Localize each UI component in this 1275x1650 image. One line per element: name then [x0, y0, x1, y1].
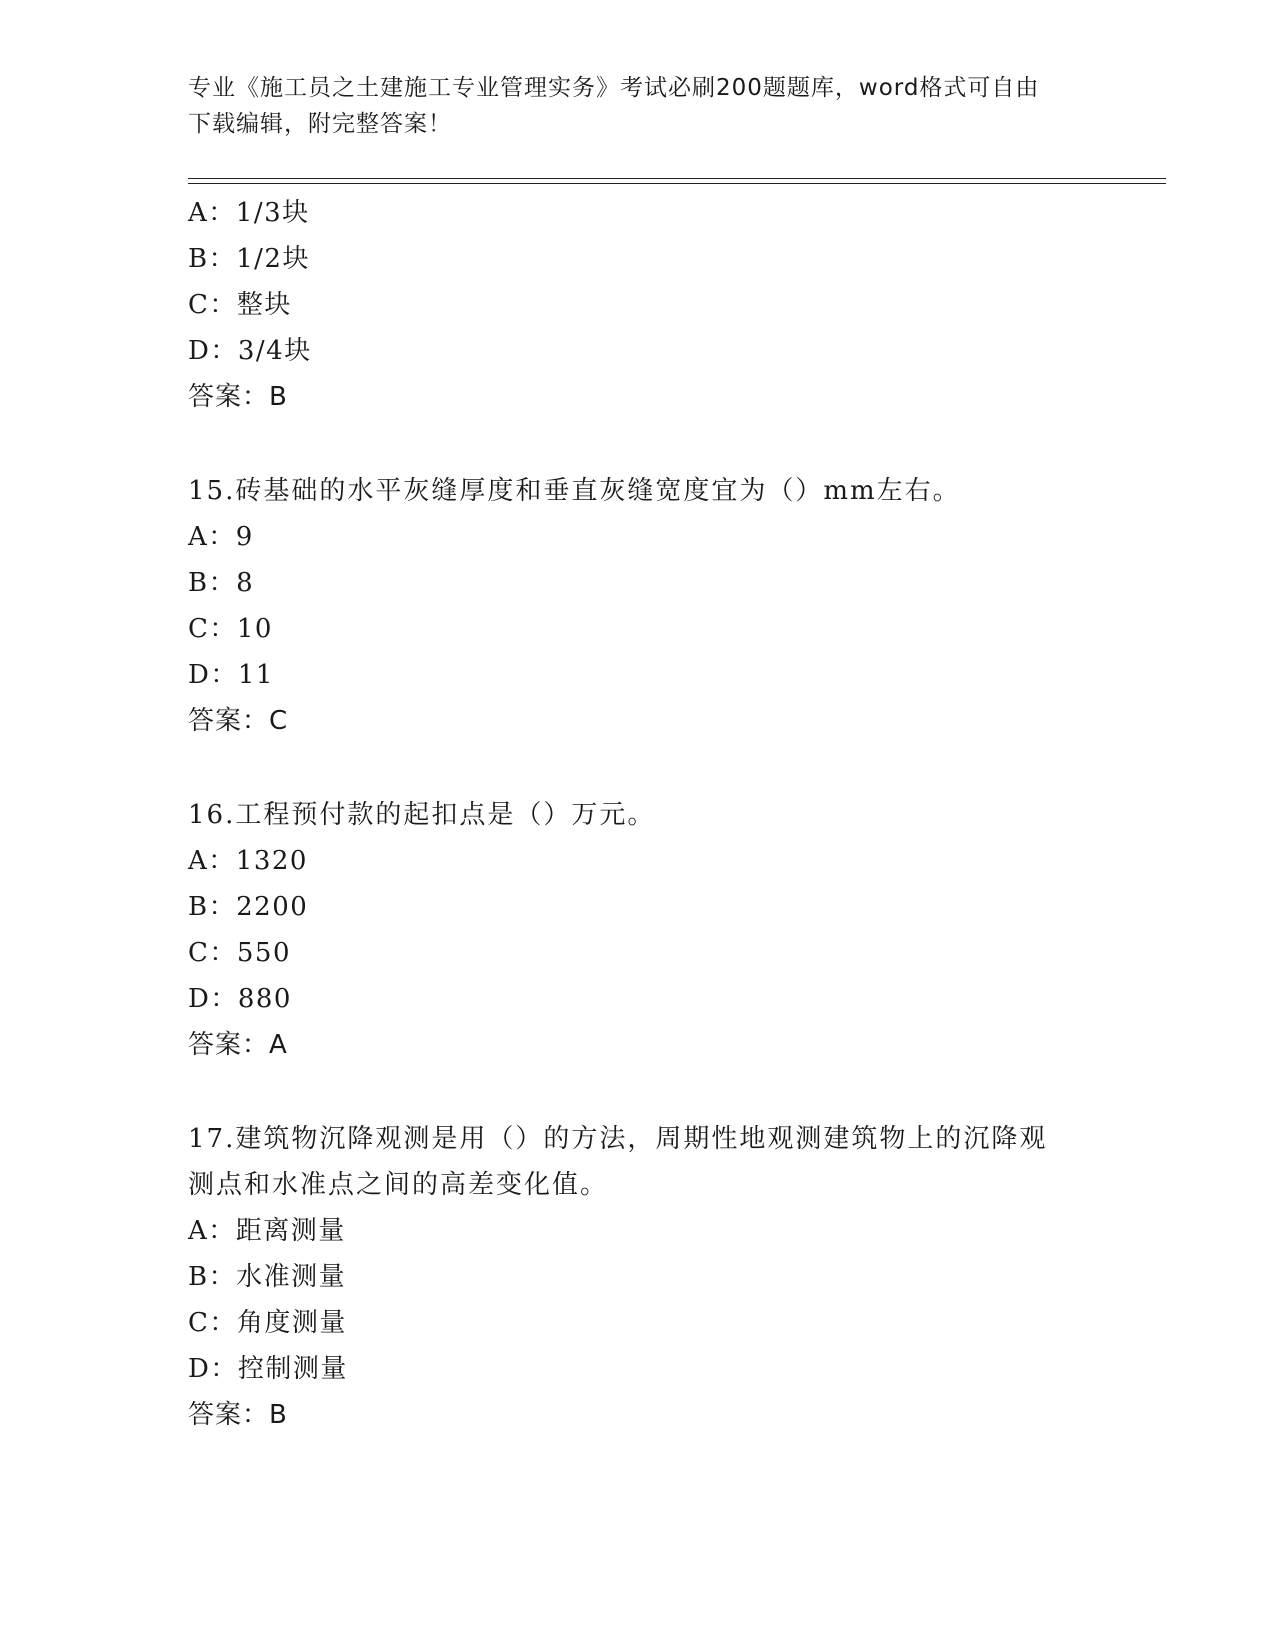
- option-a: A：9: [188, 522, 254, 552]
- option-d: D：880: [188, 984, 292, 1014]
- header-line-2: 下载编辑，附完整答案！: [188, 111, 452, 137]
- question-list: [188, 190, 1168, 1438]
- header-line-1: 专业《施工员之土建施工专业管理实务》考试必刷200题题库，word格式可自由: [188, 75, 1040, 101]
- answer: 答案：B: [188, 382, 288, 412]
- option-b: B：8: [188, 568, 255, 598]
- question-text: 16.工程预付款的起扣点是（）万元。: [188, 800, 656, 830]
- question-15: [188, 468, 1168, 744]
- answer: 答案：B: [188, 1400, 288, 1430]
- option-c: C：整块: [188, 290, 292, 320]
- option-b: B：水准测量: [188, 1262, 347, 1292]
- header-divider-bottom: [188, 183, 1166, 184]
- question-text-line-1: 17.建筑物沉降观测是用（）的方法，周期性地观测建筑物上的沉降观: [188, 1124, 1048, 1154]
- spacer: [188, 420, 1168, 468]
- option-d: D：11: [188, 660, 274, 690]
- option-b: B：2200: [188, 892, 309, 922]
- spacer: [188, 1068, 1168, 1116]
- header-divider-top: [188, 178, 1166, 179]
- option-c: C：550: [188, 938, 292, 968]
- option-c: C：10: [188, 614, 273, 644]
- question-text-line-2: 测点和水准点之间的高差变化值。: [188, 1170, 609, 1200]
- option-d: D：3/4块: [188, 336, 312, 366]
- option-a: A：1/3块: [188, 198, 310, 228]
- option-b: B：1/2块: [188, 244, 310, 274]
- document-header: [188, 70, 1088, 142]
- question-text: 15.砖基础的水平灰缝厚度和垂直灰缝宽度宜为（）mm左右。: [188, 476, 961, 506]
- option-a: A：距离测量: [188, 1216, 346, 1246]
- question-16: [188, 792, 1168, 1068]
- question-14: [188, 190, 1168, 420]
- answer: 答案：C: [188, 706, 289, 736]
- answer: 答案：A: [188, 1030, 288, 1060]
- spacer: [188, 744, 1168, 792]
- option-c: C：角度测量: [188, 1308, 347, 1338]
- question-17: [188, 1116, 1168, 1438]
- option-a: A：1320: [188, 846, 308, 876]
- option-d: D：控制测量: [188, 1354, 348, 1384]
